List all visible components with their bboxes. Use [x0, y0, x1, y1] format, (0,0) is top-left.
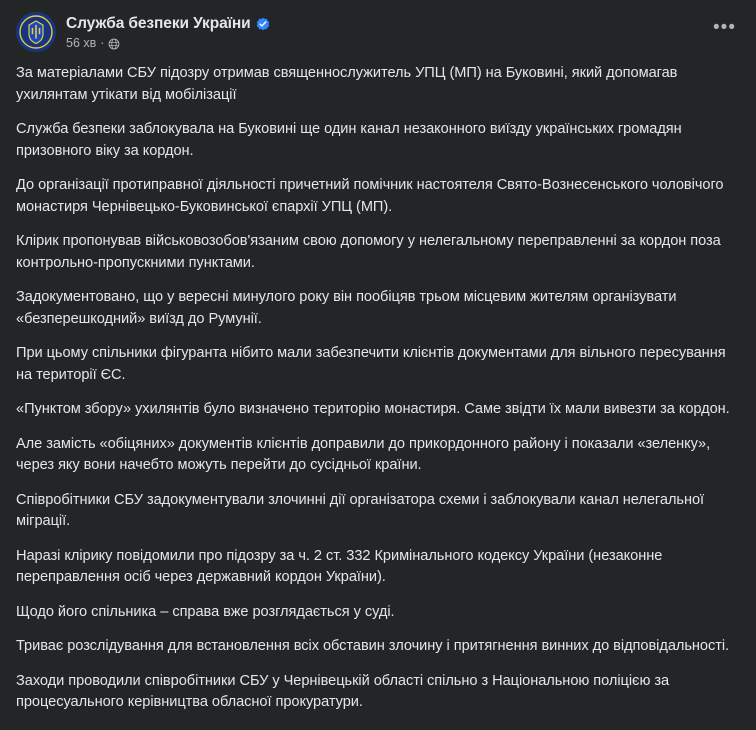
post-paragraph: Задокументовано, що у вересні минулого року він пообіцяв трьом місцевим жителям організувати «безперешкодний» виїзд до Румунії. [16, 289, 677, 327]
post-paragraph: Заходи проводили співробітники СБУ у Чернівецькій області спільно з Національною поліцією за процесуального керівництва обласної прокуратури. [16, 672, 670, 710]
post-paragraph: Співробітники СБУ задокументували злочинні дії організатора схеми і заблокували канал нелегальної міграції. [16, 491, 705, 529]
post-meta [66, 36, 270, 51]
globe-icon[interactable] [108, 38, 120, 50]
post-body [16, 59, 740, 714]
post-paragraph: Але замість «обіцяних» документів клієнтів доправили до прикордонного району і показали «зеленку», через яку вони начебто можуть перейти до сусідньої країни. [16, 435, 711, 473]
post-paragraph: При цьому спільники фігуранта нібито мали забезпечити клієнтів документами для вільного пересування на території ЄС. [16, 345, 726, 383]
post-paragraph: За матеріалами СБУ підозру отримав священнослужитель УПЦ (МП) на Буковині, який допомагав ухилянтам утікати від мобілізації [16, 65, 678, 103]
avatar[interactable] [16, 12, 56, 52]
page-name-row [66, 15, 270, 33]
post-header-text [66, 12, 270, 53]
post-timestamp[interactable]: 56 хв [66, 36, 97, 50]
page-name[interactable]: Служба безпеки України [66, 15, 251, 32]
post-paragraph: Клірик пропонував військовозобов'язаним свою допомогу у нелегальному переправленні за кордон поза контрольно-пропускними пунктами. [16, 233, 721, 271]
post-options-button[interactable]: ••• [713, 17, 736, 38]
post-paragraph: Триває розслідування для встановлення всіх обставин злочину і притягнення винних до відповідальності. [16, 638, 730, 654]
meta-separator: · [100, 36, 105, 50]
post-paragraph: Служба безпеки заблокувала на Буковині ще один канал незаконного виїзду українських громадян призовного віку за кордон. [16, 121, 682, 159]
verified-badge-icon [256, 17, 270, 31]
post-header [16, 12, 740, 59]
sbu-emblem-icon [16, 12, 56, 52]
post-paragraph: До організації протиправної діяльності причетний помічник настоятеля Свято-Вознесенського чоловічого монастиря Чернівецько-Буковинської єпархії УПЦ (МП). [16, 177, 724, 215]
post-paragraph: Наразі клірику повідомили про підозру за ч. 2 ст. 332 Кримінального кодексу України (незаконне переправлення осіб через державний кордон України). [16, 547, 663, 585]
post-paragraph: Щодо його спільника – справа вже розглядається у суді. [16, 603, 395, 620]
post-paragraph: «Пунктом збору» ухилянтів було визначено територію монастиря. Саме звідти їх мали вивезти за кордон. [16, 401, 730, 417]
